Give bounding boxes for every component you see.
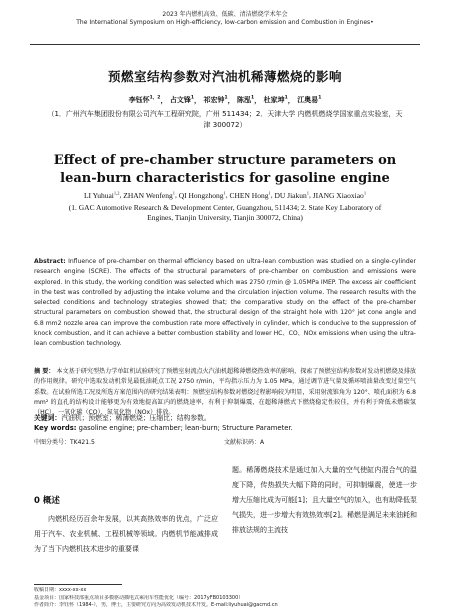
- abstract-en-text: Influence of pre-chamber on thermal efficiency based on ultra-lean combustion was studied on a single-cylinder research engine (SCRE). The effects of the structural parameters of pre-chamber on combustion and emissions were explored. In this study, the working condition was selected which was 2750 r/min @ 1.05MPa IMEP. The excess air coefficient in the test was controlled by adjusting the intake volume and the circulation injection volume. The research results with the selected conditions and technology strategies showed that; the comparative study on the effect of the pre-chamber structural parameters on combustion showed that, the structural design of the straight hole with 120° jet cone angle and 6.8 mm2 nozzle area can improve the combustion rate more effectively in cylinder, which is conducive to the suppression of knock combustion, and it can achieve a better combustion stability and lower HC、CO、NOx emissions when using the ultra-lean combustion technology.: [34, 258, 417, 348]
- footnote-received: 收稿日期：xxxx-xx-xx: [34, 587, 87, 593]
- keywords-en: [34, 424, 416, 432]
- conference-title-en: The International Symposium on High-efficiency, low-carbon emission and Combustion in Engines•: [76, 19, 374, 26]
- author-en: JIANG Xiaoxiao$^1$: [312, 190, 367, 200]
- footnote-funding: 基金项目：国家科技部重点项目多模驱动插电式乘用车性能优化（编号：2017yFB0103300）: [34, 594, 244, 601]
- author-cn: 杜家坤$^1$: [263, 96, 288, 105]
- classification-line: [34, 437, 416, 446]
- header-rule: [30, 44, 420, 45]
- abstract-cn: [34, 367, 416, 418]
- abstract-cn-text: 本文基于研究型热力学单缸机试验研究了预燃室射流点火汽油机超稀薄燃烧热效率的影响，探索了预燃室结构参数对发动机燃烧及排放的作用规律。研究中选取发动机常见最低油耗点工况 2750 r/min，平均指示压力为 1.05 MPa，通过调节进气量及循环喷油量改变过量空气系数。在试验所选工况及所选方案范围内的研究结果表明：预燃室结构参数对燃烧过程影响较为明显，采用射流锥角为 120°、喷孔面积为 6.8 mm² 的直孔的结构设计能够更为有效地提高缸内的燃烧速率，有利于抑制爆震，在超稀薄燃式下燃烧稳定性较佳，并有利于降低未燃碳氢（HC）、一氧化碳（CO）、氮氧化物（NOx）排放。: [34, 368, 417, 417]
- author-cn: 陈泓$^1$: [237, 96, 255, 105]
- author-cn: 江奥易$^1$: [297, 96, 322, 105]
- doc-code-label: 文献标识码：: [224, 439, 261, 446]
- footnote-author-bio: 作者简介：李钰怀（1984-），男，博士，主要研究方向为高效发动机技术开发。E-mail:liyuhuai@gacmd.cn: [34, 602, 278, 608]
- author-cn: 李钰怀$^{1,2}$: [128, 96, 161, 105]
- author-list-cn: 李钰怀$^{1,2}$， 占文锋$^1$， 祁宏钟$^1$， 陈泓$^1$， 杜家坤$^1$， 江奥易$^1$: [128, 96, 322, 105]
- section-heading: 0 概述: [34, 496, 60, 506]
- abstract-en-label: Abstract:: [34, 258, 66, 265]
- author-en: QI Hongzhong$^1$: [178, 190, 226, 200]
- conference-title-cn: 2023 年内燃机高效、低碳、清洁燃烧学术年会: [162, 11, 288, 18]
- keywords-cn-text: 汽油机；预燃室；稀薄燃烧；压缩比；结构参数。: [61, 414, 211, 422]
- footnotes: [34, 587, 420, 610]
- keywords-cn-label: 关键词：: [34, 414, 62, 422]
- affiliation-en: (1. GAC Automotive Research & Development Center, Guangzhou, 511434; 2. State Key Laboratory of Engines, Tianjin University, Tianjin 300072, China): [68, 203, 382, 222]
- keywords-en-text: gasoline engine; pre-chamber; lean-burn; Structure Parameter.: [78, 424, 293, 432]
- doc-code: [224, 437, 264, 446]
- author-cn: 占文锋$^1$: [169, 96, 195, 105]
- abstract-cn-label: 摘 要：: [34, 368, 55, 375]
- keywords-cn: [34, 412, 416, 422]
- affiliation-cn: （1．广州汽车集团股份有限公司汽车工程研究院，广州 511434；2．天津大学 内燃机燃烧学国家重点实验室，天津 300072）: [47, 110, 403, 129]
- clc-value: TK421.5: [70, 439, 95, 446]
- paper-title-cn: 预燃室结构参数对汽油机稀薄燃烧的影响: [107, 69, 342, 84]
- intro-right-column: 题。稀薄燃烧技术是通过加入大量的空气使缸内混合气的温度下降，传热损失大幅下降的同时，可抑制爆震，使进一步增大压缩比成为可能[1]；且大量空气的加入，也有助降低泵气损失，进一步增大有效热效率[2]。稀燃是满足未来油耗和排放法规的主流技: [232, 466, 417, 534]
- abstract-en: [34, 257, 416, 350]
- doc-code-value: A: [260, 439, 265, 446]
- author-list-en: LI Yuhuai$^{1,2}$, ZHAN Wenfeng$^1$, QI Hongzhong$^1$, CHEN Hong$^1$, DU Jiakun$^1$, JIANG Xiaoxiao$^1$: [83, 190, 367, 200]
- keywords-en-label: Key words:: [34, 424, 77, 432]
- paper-title-en: Effect of pre-chamber structure parameters on lean-burn characteristics for gasoline engine: [53, 153, 397, 186]
- author-cn: 祁宏钟$^1$: [203, 96, 228, 105]
- conference-header: [0, 0, 450, 27]
- author-en: ZHAN Wenfeng$^1$: [123, 190, 175, 200]
- footnote-rule: [34, 584, 122, 585]
- author-en: DU Jiakun$^1$: [274, 190, 310, 200]
- intro-left-column: 内燃机经历百余年发展，以其高热效率的优点，广泛应用于汽车、农业机械、工程机械等领域。内燃机节能减排成为了当下内燃机技术进步的重要课: [34, 515, 218, 553]
- clc-label: 中图分类号：: [34, 439, 71, 446]
- author-en: LI Yuhuai$^{1,2}$: [83, 190, 120, 200]
- author-en: CHEN Hong$^1$: [229, 190, 271, 200]
